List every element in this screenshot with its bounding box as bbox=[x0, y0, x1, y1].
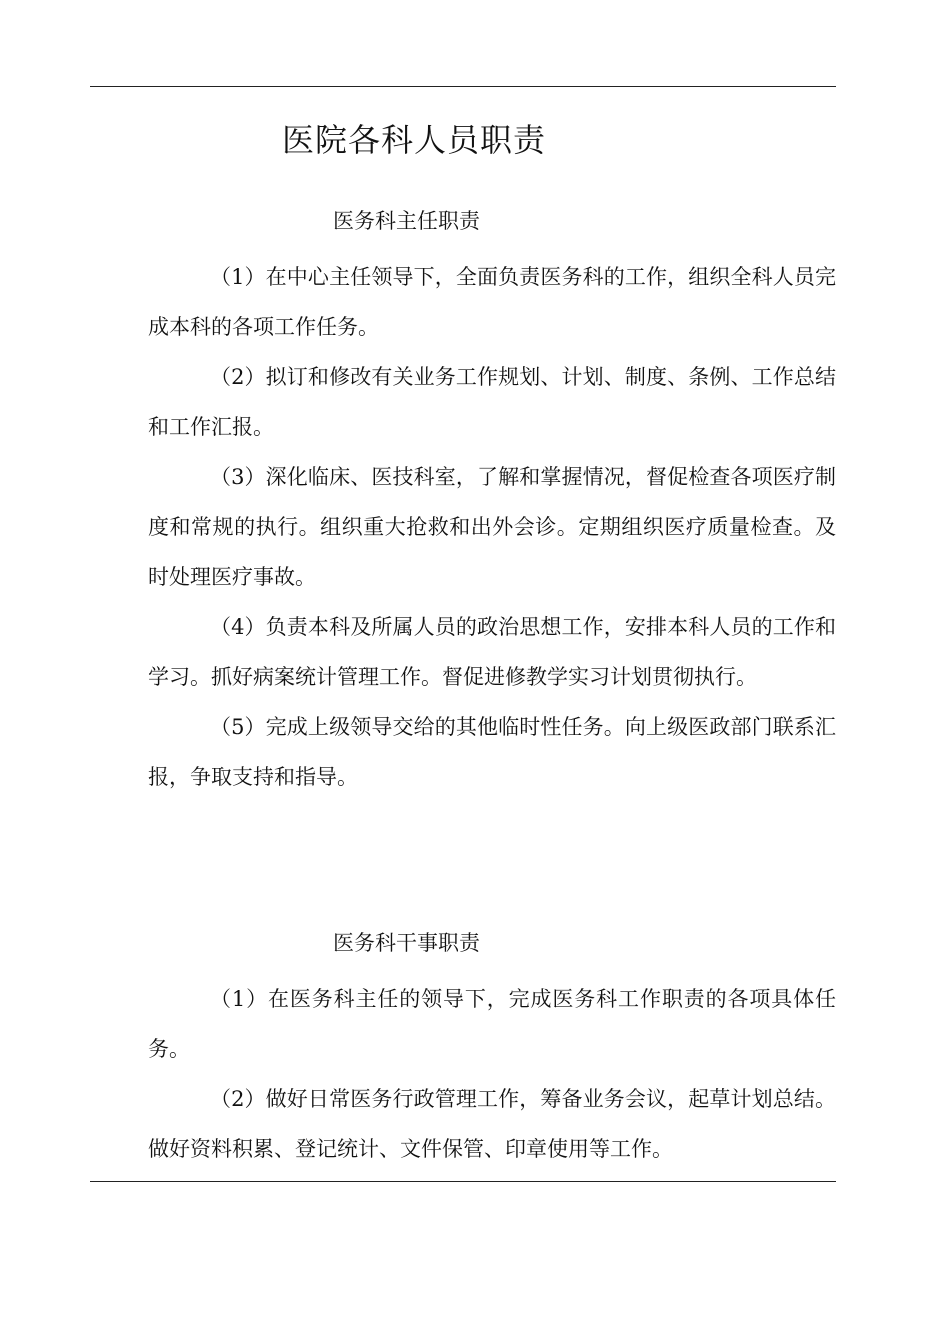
paragraph: （2）做好日常医务行政管理工作，筹备业务会议，起草计划总结。做好资料积累、登记统计、文件保管、印章使用等工作。 bbox=[148, 1087, 836, 1161]
paragraph: （4）负责本科及所属人员的政治思想工作，安排本科人员的工作和学习。抓好病案统计管理工作。督促进修教学实习计划贯彻执行。 bbox=[148, 615, 836, 689]
paragraph: （3）深化临床、医技科室，了解和掌握情况，督促检查各项医疗制度和常规的执行。组织重大抢救和出外会诊。定期组织医疗质量检查。及时处理医疗事故。 bbox=[148, 465, 836, 589]
document-title: 医院各科人员职责 bbox=[282, 121, 547, 159]
paragraph: （5）完成上级领导交给的其他临时性任务。向上级医政部门联系汇报，争取支持和指导。 bbox=[148, 715, 836, 789]
section-heading-officer: 医务科干事职责 bbox=[333, 931, 480, 955]
footer-rule bbox=[90, 1181, 836, 1182]
section-heading-director: 医务科主任职责 bbox=[333, 209, 480, 233]
paragraph: （2）拟订和修改有关业务工作规划、计划、制度、条例、工作总结和工作汇报。 bbox=[148, 365, 836, 439]
section-body-director bbox=[148, 252, 836, 802]
paragraph: （1）在医务科主任的领导下，完成医务科工作职责的各项具体任务。 bbox=[148, 987, 836, 1061]
paragraph: （1）在中心主任领导下，全面负责医务科的工作，组织全科人员完成本科的各项工作任务。 bbox=[148, 265, 836, 339]
section-body-officer bbox=[148, 974, 836, 1174]
header-rule bbox=[90, 86, 836, 87]
